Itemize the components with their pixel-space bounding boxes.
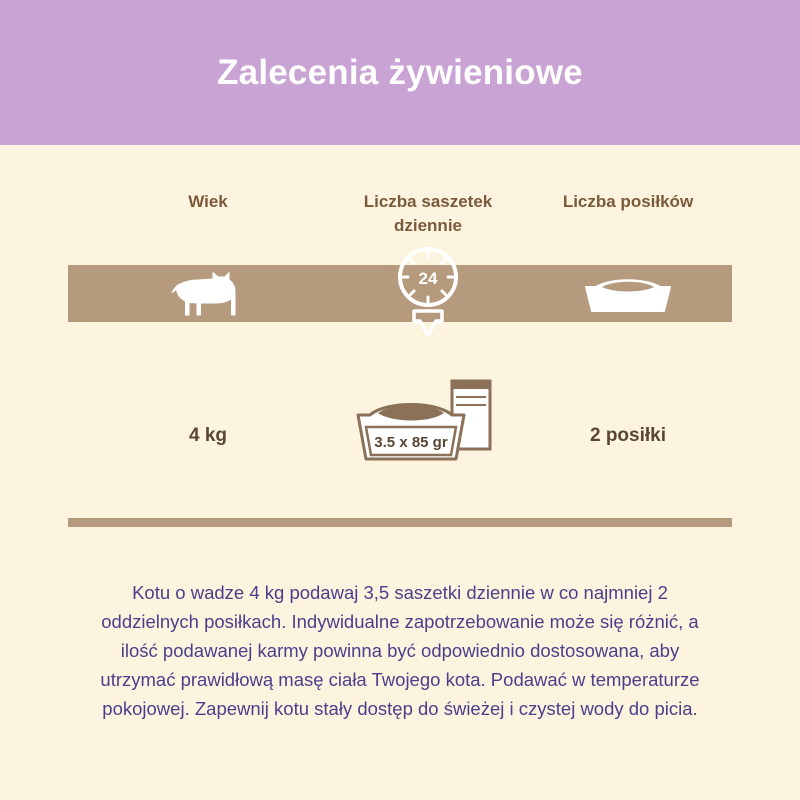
page-header bbox=[0, 0, 800, 145]
column-headings bbox=[68, 182, 732, 242]
clock-24-icon bbox=[328, 243, 528, 343]
column-heading-pouches: Liczba saszetek dziennie bbox=[363, 192, 493, 235]
feeding-notes: Kotu o wadze 4 kg podawaj 3,5 saszetki dziennie w co najmniej 2 oddzielnych posiłkach. Indywidualne zapotrzebowanie może się różnić, a ilość podawanej karmy powinna być odpowiednio dostosowana, aby utrzymać prawidłową masę ciała Twojego kota. Podawać w temperaturze pokojowej. Zapewnij kotu stały dostęp do świeżej i czystej wody do picia. bbox=[100, 582, 700, 719]
page-title: Zalecenia żywieniowe bbox=[217, 52, 583, 92]
value-pouches-label: 3.5 x 85 gr bbox=[374, 434, 448, 451]
pouch-portion-icon bbox=[328, 375, 528, 475]
column-heading-meals: Liczba posiłków bbox=[562, 192, 694, 211]
food-bowl-icon bbox=[518, 265, 738, 322]
icon-band bbox=[68, 265, 732, 322]
value-age: 4 kg bbox=[188, 425, 228, 446]
svg-text:24: 24 bbox=[418, 269, 438, 288]
section-divider bbox=[68, 518, 732, 527]
cat-icon bbox=[108, 265, 308, 322]
data-row bbox=[68, 365, 732, 475]
column-heading-age: Wiek bbox=[188, 192, 228, 211]
value-meals: 2 posiłki bbox=[589, 425, 667, 446]
